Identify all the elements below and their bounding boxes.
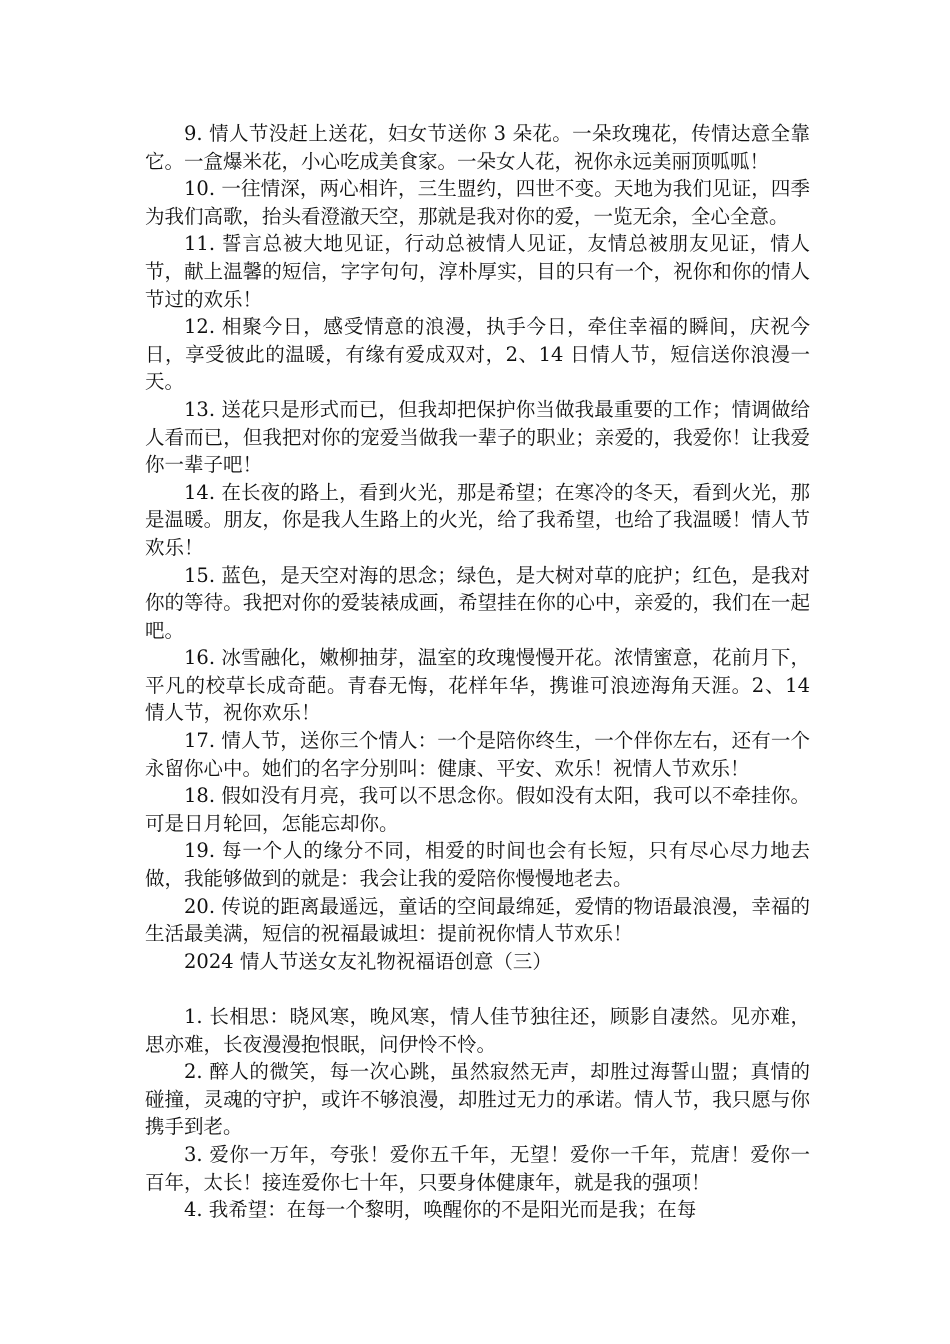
- paragraph-b-4: 4. 我希望：在每一个黎明，唤醒你的不是阳光而是我；在每: [184, 1198, 697, 1222]
- paragraph-18: 18. 假如没有月亮，我可以不思念你。假如没有太阳，我可以不牵挂你。可是日月轮回，怎能忘却你。: [145, 784, 810, 835]
- paragraph-10: 10. 一往情深，两心相许，三生盟约，四世不变。天地为我们见证，四季为我们高歌，抬头看澄澈天空，那就是我对你的爱，一览无余，全心全意。: [145, 177, 810, 228]
- section-heading: 2024 情人节送女友礼物祝福语创意（三）: [184, 949, 552, 973]
- paragraph-14: 14. 在长夜的路上，看到火光，那是希望；在寒冷的冬天，看到火光，那是温暖。朋友，你是我人生路上的火光，给了我希望，也给了我温暖！情人节欢乐！: [145, 480, 810, 559]
- paragraph-12: 12. 相聚今日，感受情意的浪漫，执手今日，牵住幸福的瞬间，庆祝今日，享受彼此的温暖，有缘有爱成双对，2、14 日情人节，短信送你浪漫一天。: [145, 315, 810, 394]
- paragraph-9: 9. 情人节没赶上送花，妇女节送你 3 朵花。一朵玫瑰花，传情达意全靠它。一盒爆米花，小心吃成美食家。一朵女人花，祝你永远美丽顶呱呱！: [145, 122, 810, 173]
- paragraph-16: 16. 冰雪融化，嫩柳抽芽，温室的玫瑰慢慢开花。浓情蜜意，花前月下，平凡的校草长成奇葩。青春无悔，花样年华，携谁可浪迹海角天涯。2、14 情人节，祝你欢乐！: [145, 646, 810, 725]
- paragraph-13: 13. 送花只是形式而已，但我却把保护你当做我最重要的工作；情调做给人看而已，但我把对你的宠爱当做我一辈子的职业；亲爱的，我爱你！让我爱你一辈子吧！: [145, 397, 810, 477]
- paragraph-11: 11. 誓言总被大地见证，行动总被情人见证，友情总被朋友见证，情人节，献上温馨的短信，字字句句，淳朴厚实，目的只有一个，祝你和你的情人节过的欢乐！: [145, 232, 810, 311]
- blank-line: [145, 975, 810, 1003]
- paragraph-b-1: 1. 长相思：晓风寒，晚风寒，情人佳节独往还，顾影自凄然。见亦难，思亦难，长夜漫漫抱恨眠，问伊怜不怜。: [145, 1005, 810, 1056]
- paragraph-20: 20. 传说的距离最遥远，童话的空间最绵延，爱情的物语最浪漫，幸福的生活最美满，短信的祝福最诚坦：提前祝你情人节欢乐！: [145, 894, 810, 946]
- document-body: [145, 120, 810, 1224]
- paragraph-15: 15. 蓝色，是天空对海的思念；绿色，是大树对草的庇护；红色，是我对你的等待。我把对你的爱装裱成画，希望挂在你的心中，亲爱的，我们在一起吧。: [145, 563, 810, 642]
- paragraph-19: 19. 每一个人的缘分不同，相爱的时间也会有长短，只有尽心尽力地去做，我能够做到的就是：我会让我的爱陪你慢慢地老去。: [145, 839, 810, 891]
- paragraph-b-3: 3. 爱你一万年，夸张！爱你五千年，无望！爱你一千年，荒唐！爱你一百年，太长！接连爱你七十年，只要身体健康年，就是我的强项！: [145, 1142, 810, 1194]
- paragraph-b-2: 2. 醉人的微笑，每一次心跳，虽然寂然无声，却胜过海誓山盟；真情的碰撞，灵魂的守护，或许不够浪漫，却胜过无力的承诺。情人节，我只愿与你携手到老。: [145, 1060, 810, 1139]
- paragraph-17: 17. 情人节，送你三个情人：一个是陪你终生，一个伴你左右，还有一个永留你心中。她们的名字分别叫：健康、平安、欢乐！祝情人节欢乐！: [145, 729, 810, 780]
